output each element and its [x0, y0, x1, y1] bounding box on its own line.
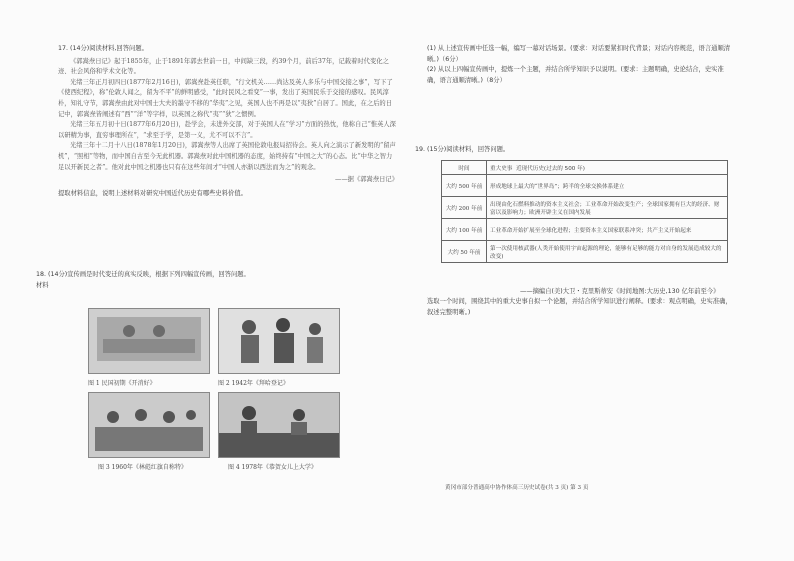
table-row — [442, 241, 728, 263]
table-row — [442, 175, 728, 197]
poster-image-2 — [218, 308, 340, 374]
q17-source: ——据《郭嵩焘日记》 — [335, 176, 398, 184]
table-cell-event: 形成地球上最大的“世界岛”；跨半的全球交换体系建立 — [487, 175, 728, 197]
table-header-period: 近现代历史(过去的 500 年) — [515, 165, 585, 172]
table-header-major-events: 重大史事 — [490, 165, 513, 172]
q17-paragraph: 光绪三年五月初十日(1877年6月20日)，赴学会，未进外交部，对于英国人在“学习”方面的热忱，他称自己“惟英人深以研精为事，直穷事理所在”，“求至于学，是第一义，尤不可以不言”。 — [58, 121, 396, 139]
table-cell-event: 出现由化石燃料推动的资本主义社会；工业革命开始改变生产；全球国家拥有巨大的经济、财富以及影响力；欧洲开辟主义在国内发展 — [487, 197, 728, 219]
question-18-subquestions — [427, 44, 732, 86]
q19-heading: 19. (15分)阅读材料，回答问题。 — [415, 146, 510, 153]
q17-task: 提取材料信息，说明上述材料对研究中国近代历史有哪些史料价值。 — [58, 189, 247, 197]
history-events-table — [441, 160, 728, 263]
q19-source: ——摘编自(美)大卫・克里斯蒂安《时间地图:大历史,130 亿年前至今》 — [520, 288, 720, 295]
q17-material — [58, 57, 398, 174]
q17-paragraph: 《郭嵩焘日记》起于1855年，止于1891年郭去世前一日，中间缺三段，约39个月，前后37年，记载着时代变化之迹、社会风俗和学术文化等。 — [58, 57, 389, 76]
q18-subquestion-1: (1) 从上述宣传画中任选一幅，编写一幕对话场景。(要求：对话要紧扣时代背景；对话内容规范，语言通顺清晰。)（6分） — [427, 45, 731, 63]
table-row — [442, 219, 728, 241]
poster-caption-2: 图 2 1942年《拜哈登记》 — [218, 380, 289, 387]
table-cell-time: 大约 200 年前 — [442, 197, 487, 219]
poster-image-4 — [218, 392, 340, 458]
poster-caption-1: 图 1 民国初期《开消好》 — [88, 380, 156, 387]
q17-paragraph: 光绪三年正月初四日(1877年2月16日)，郭嵩焘赴英任职，“行文机关……尚达及英人多乐与中国交接之事”，写下了《使西纪程》，称“伦敦人闻之，留为不平”的鲜明感受，“此时民风之看变”一事，发出了英国民乐于交接的感叹。民风淳朴，知礼守节，郭嵩焘由此对中国士大夫的墨守不移的“华夷”之见，英国人也不再是以“夷狄”自居了。国此，在之后的日记中，郭嵩焘皆阐述有“西”“洋”等字样，以英国之称代“夷”“狄”之惯例。 — [58, 78, 393, 118]
q18-subquestion-2: (2) 从以上四幅宣传画中，提炼一个主题，并结合所学知识予以说明。(要求：主题明确，史论结合，史实准确，语言通顺清晰。)（8分） — [427, 66, 724, 84]
table-cell-time: 大约 100 年前 — [442, 219, 487, 241]
poster-image-1 — [88, 308, 210, 374]
table-header-time: 时间 — [442, 161, 487, 175]
poster-image-3 — [88, 392, 210, 458]
page-footer: 黄冈市部分普通高中协作体高三历史试卷(共 3 页) 第 3 页 — [445, 485, 589, 491]
q17-heading: 17. (14分)阅读材料,回答问题。 — [58, 45, 148, 52]
table-header-events — [487, 161, 728, 175]
table-cell-time: 大约 50 年前 — [442, 241, 487, 263]
poster-caption-3: 图 3 1960年《林彪红旗自称特》 — [98, 464, 187, 471]
q17-paragraph: 光绪三年十二月十八日(1878年1月20日)，郭嵩焘等人出席了英国伦敦电报局招待会。英人向之演示了新发明的“留声机”，“照相”等物，而中国自古至今无此机器。郭嵩焘对此中国机器的态度，始终持有“中国之大”的心态。比“中华之智力足以开新民之者”。他对此中国之机器也只有在这些年间才“中国人亦渐以西法而为之”的观念。 — [58, 142, 396, 171]
q18-heading: 18. (14分)宣传画是时代变迁的真实反映，根据下列四幅宣传画，回答问题。 — [36, 271, 250, 278]
question-19 — [415, 145, 737, 156]
q18-material-label: 材料 — [36, 281, 49, 289]
question-17 — [58, 44, 398, 199]
table-row — [442, 197, 728, 219]
poster-caption-4: 图 4 1978年《恭贺女儿上大学》 — [228, 464, 317, 471]
table-cell-event: 第一次使用核武器(人类开始使用宇宙起源的理论，能够有足够的能力对自身的发展造成较大的改变) — [487, 241, 728, 263]
table-cell-event: 工业革命开始扩展至全球化进程；主要资本主义国家联系冲突；共产主义开始起来 — [487, 219, 728, 241]
table-header-row — [442, 161, 728, 175]
q19-task: 选取一个时间，围绕其中的重大史事自拟一个论题，并结合所学知识进行阐释。(要求：观点明确，史实准确，叙述完整明晰。) — [427, 298, 732, 316]
table-cell-time: 大约 500 年前 — [442, 175, 487, 197]
question-18 — [36, 270, 396, 291]
